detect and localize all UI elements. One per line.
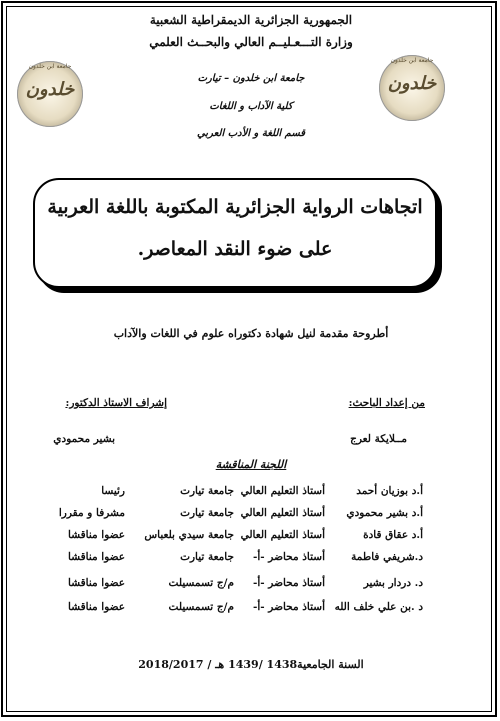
member-rank: أستاذ محاضر -أ-	[252, 577, 325, 589]
thesis-title-line-2: على ضوء النقد المعاصر.	[137, 238, 333, 260]
committee-row	[3, 551, 499, 573]
member-role: رئيسا	[101, 485, 125, 497]
document-page	[1, 1, 497, 717]
committee-row	[3, 529, 499, 551]
committee-row	[3, 577, 499, 599]
member-rank: أستاذ محاضر -أ-	[252, 601, 325, 613]
committee-row	[3, 485, 499, 507]
committee-title: اللجنة المناقشة	[215, 458, 287, 471]
member-role: عضوا مناقشا	[68, 577, 125, 589]
university-logo-right: جامعة ابن خلدون خلدون	[379, 55, 445, 121]
member-rank: أستاذ التعليم العالي	[240, 529, 325, 541]
member-rank: أستاذ التعليم العالي	[240, 485, 325, 497]
committee-row	[3, 601, 499, 623]
member-name: د.شريفي فاطمة	[351, 551, 423, 563]
member-role: عضوا مناقشا	[68, 551, 125, 563]
prepared-by-label: من إعداد الباحث:	[348, 397, 425, 409]
member-role: عضوا مناقشا	[68, 601, 125, 613]
member-name: د .بن علي خلف الله	[334, 601, 423, 613]
member-name: أ.د عقاق قادة	[363, 529, 423, 541]
member-rank: أستاذ التعليم العالي	[240, 507, 325, 519]
member-role: مشرفا و مقررا	[58, 507, 125, 519]
member-university: م/ج تسمسيلت	[168, 601, 234, 613]
republic-header: الجمهورية الجزائرية الديمقراطية الشعبية	[149, 13, 353, 27]
member-university: جامعة تيارت	[180, 485, 234, 497]
member-university: جامعة تيارت	[180, 551, 234, 563]
thesis-note: أطروحة مقدمة لنيل شهادة دكتوراه علوم في اللغات والآداب	[113, 327, 389, 340]
thesis-title-line-1: اتجاهات الرواية الجزائرية المكتوبة باللغة العربية	[47, 196, 423, 218]
committee-row	[3, 507, 499, 529]
department-name: قسم اللغة و الأدب العربي	[196, 128, 306, 139]
faculty-name: كلية الآداب و اللغات	[209, 101, 293, 112]
member-rank: أستاذ محاضر -أ-	[252, 551, 325, 563]
ministry-header: وزارة التـــعـليــم العالي والبحــث العلمي	[149, 35, 353, 49]
university-logo-left: جامعة ابن خلدون خلدون	[17, 61, 83, 127]
supervisor-name: بشير محمودي	[53, 433, 115, 445]
academic-year: السنة الجامعية1438 /1439 هـ / 2018/2017	[138, 658, 364, 671]
member-name: أ.د بشير محمودي	[346, 507, 423, 519]
member-university: جامعة تيارت	[180, 507, 234, 519]
member-name: د. دردار بشير	[363, 577, 423, 589]
member-role: عضوا مناقشا	[68, 529, 125, 541]
member-university: جامعة سيدي بلعباس	[144, 529, 234, 541]
university-name: جامعة ابن خلدون – تيارت	[197, 73, 305, 84]
supervision-label: إشراف الاستاذ الدكتور:	[65, 397, 167, 409]
title-box	[33, 178, 437, 288]
student-name: مــلايكة لعرج	[350, 433, 407, 445]
member-name: أ.د بوزيان أحمد	[356, 485, 423, 497]
member-university: م/ج تسمسيلت	[168, 577, 234, 589]
